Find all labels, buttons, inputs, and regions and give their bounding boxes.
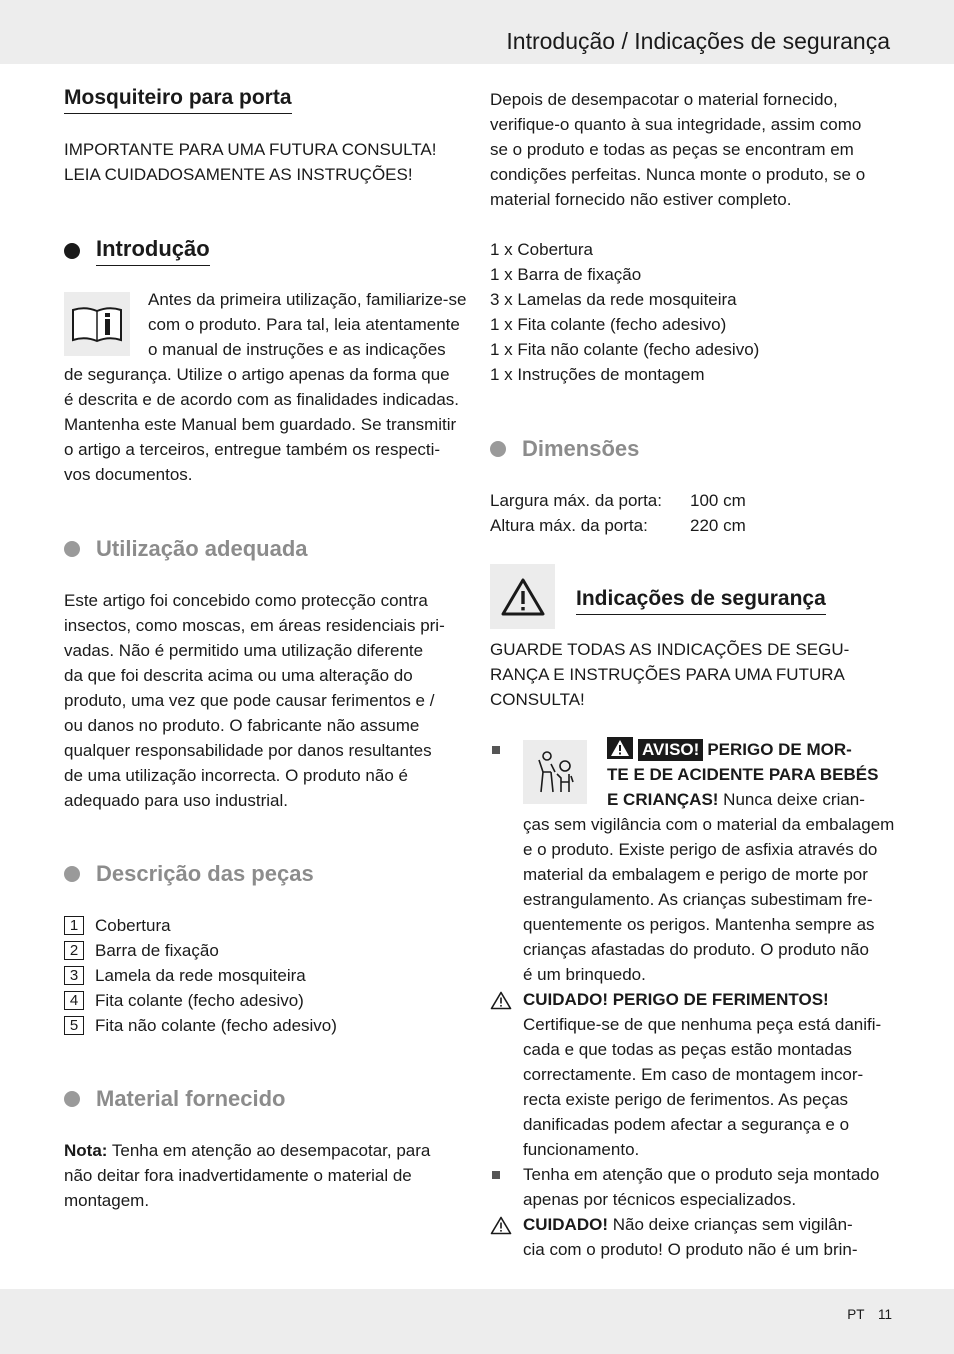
caution1-line: cada e que todas as peças estão montadas	[523, 1040, 852, 1059]
square-bullet-icon	[492, 1171, 500, 1179]
use-line: vadas. Não é permitido uma utilização diferente	[64, 641, 424, 660]
caution1-line: Certifique-se de que nenhuma peça está danifi-	[523, 1015, 882, 1034]
bullet-dot-icon	[64, 1091, 80, 1107]
part-label: Fita colante (fecho adesivo)	[95, 990, 304, 1010]
parts-list	[64, 913, 337, 1038]
section-heading-label: Descrição das peças	[96, 861, 314, 886]
aviso-header-text	[607, 737, 897, 812]
safety-heading: Indicações de segurança	[576, 587, 826, 615]
technician-line: apenas por técnicos especializados.	[523, 1190, 797, 1209]
warning-triangle-icon	[490, 564, 555, 629]
important-notice	[64, 137, 436, 187]
aviso-bold: PERIGO DE MOR-	[707, 740, 852, 759]
unpack-line: condições perfeitas. Nunca monte o produto, se o	[490, 165, 866, 184]
info-book-svg	[69, 304, 125, 344]
list-item: 3 x Lamelas da rede mosquiteira	[490, 290, 737, 309]
warning-triangle-svg	[500, 577, 546, 617]
aviso-body-text	[523, 812, 903, 987]
list-item: 1 x Fita colante (fecho adesivo)	[490, 315, 727, 334]
caution1-title: CUIDADO! PERIGO DE FERIMENTOS!	[523, 990, 829, 1009]
aviso-bold-line: TE E DE ACIDENTE PARA BEBÉS	[607, 765, 879, 784]
aviso-body-line: quentemente os perigos. Mantenha sempre as	[523, 915, 875, 934]
part-number-box: 5	[64, 1016, 84, 1035]
page-footer	[837, 1307, 892, 1322]
intro-line: o manual de instruções e as indicações	[148, 340, 446, 359]
aviso-body-line: é um brinquedo.	[523, 965, 646, 984]
dimension-value: 100 cm	[690, 491, 746, 510]
note-line	[64, 1138, 474, 1163]
footer-page-number: 11	[877, 1307, 892, 1322]
list-item	[64, 938, 337, 963]
use-text	[64, 588, 474, 813]
aviso-line	[607, 737, 897, 762]
note-line-rest: Tenha em atenção ao desempacotar, para	[107, 1141, 431, 1160]
section-heading-label: Material fornecido	[96, 1086, 286, 1111]
technician-line: Tenha em atenção que o produto seja montado	[523, 1165, 880, 1184]
page-header-title: Introdução / Indicações de segurança	[506, 28, 890, 54]
child-warning-icon	[523, 740, 587, 804]
use-line: da que foi descrita acima ou uma alteração do	[64, 666, 413, 685]
bullet-dot-icon	[64, 243, 80, 259]
aviso-rest: Nunca deixe crian-	[718, 790, 865, 809]
list-item: 1 x Barra de fixação	[490, 265, 642, 284]
intro-line: Antes da primeira utilização, familiarize-se	[148, 290, 467, 309]
list-item	[64, 913, 337, 938]
unpack-line: material fornecido não estiver completo.	[490, 190, 792, 209]
child-warning-svg	[533, 748, 577, 796]
unpack-line: se o produto e todas as peças se encontram em	[490, 140, 854, 159]
intro-line: de segurança. Utilize o artigo apenas da forma que	[64, 365, 450, 384]
use-line: adequado para uso industrial.	[64, 791, 288, 810]
use-line: de uma utilização incorrecta. O produto não é	[64, 766, 408, 785]
caution1-text	[523, 987, 903, 1162]
use-line: insectos, como moscas, em áreas residenciais pri-	[64, 616, 445, 635]
intro-text	[64, 362, 474, 487]
bullet-dot-icon	[490, 441, 506, 457]
part-number-box: 1	[64, 916, 84, 935]
use-line: ou danos no produto. O fabricante não assume	[64, 716, 420, 735]
warning-badge-svg	[607, 737, 633, 759]
dimension-label: Largura máx. da porta:	[490, 491, 662, 510]
caution1-line: funcionamento.	[523, 1140, 640, 1159]
aviso-body-line: crianças afastadas do produto. O produto não	[523, 940, 869, 959]
caution2-title: CUIDADO!	[523, 1215, 608, 1234]
section-heading-material	[64, 1086, 285, 1112]
part-number-box: 3	[64, 966, 84, 985]
note-label: Nota:	[64, 1141, 108, 1160]
note-text	[64, 1138, 474, 1213]
use-line: Este artigo foi concebido como protecção contra	[64, 591, 428, 610]
list-item: 1 x Instruções de montagem	[490, 365, 705, 384]
technician-text	[523, 1162, 903, 1212]
caution2-line: cia com o produto! O produto não é um brin-	[523, 1240, 858, 1259]
aviso-badge: AVISO!	[638, 739, 703, 761]
section-heading-label: Dimensões	[522, 436, 640, 461]
aviso-body-line: material da embalagem e perigo de morte por	[523, 865, 868, 884]
part-number-box: 2	[64, 941, 84, 960]
caution1-line: correctamente. Em caso de montagem incor-	[523, 1065, 864, 1084]
caution2-rest: Não deixe crianças sem vigilân-	[608, 1215, 853, 1234]
dimensions-table	[490, 488, 746, 538]
section-heading-introducao	[64, 236, 210, 266]
caution1-line: recta existe perigo de ferimentos. As peças	[523, 1090, 849, 1109]
caution2-line	[523, 1212, 903, 1237]
part-label: Barra de fixação	[95, 940, 219, 960]
unpack-text	[490, 87, 900, 212]
footer-language: PT	[847, 1307, 865, 1322]
footer-band	[0, 1289, 954, 1354]
section-heading-utilizacao	[64, 536, 308, 562]
safety-caps-line: GUARDE TODAS AS INDICAÇÕES DE SEGU-	[490, 640, 850, 659]
part-label: Lamela da rede mosquiteira	[95, 965, 306, 985]
part-number-box: 4	[64, 991, 84, 1010]
section-heading-label: Introdução	[96, 236, 210, 266]
aviso-line	[607, 787, 897, 812]
caution2-text	[523, 1212, 903, 1262]
intro-text-indented	[148, 287, 468, 362]
section-heading-label: Utilização adequada	[96, 536, 308, 561]
use-line: produto, uma vez que pode causar ferimentos e /	[64, 691, 435, 710]
safety-caps-text	[490, 637, 900, 712]
intro-line: Mantenha este Manual bem guardado. Se transmitir	[64, 415, 457, 434]
section-heading-dimensoes	[490, 436, 639, 462]
aviso-body-line: e o produto. Existe perigo de asfixia através do	[523, 840, 878, 859]
caution1-line: danificadas podem afectar a segurança e o	[523, 1115, 850, 1134]
part-label: Cobertura	[95, 915, 171, 935]
section-heading-descricao	[64, 861, 314, 887]
list-item	[64, 963, 337, 988]
unpack-line: verifique-o quanto à sua integridade, assim como	[490, 115, 862, 134]
table-row	[490, 488, 746, 513]
aviso-bold: E CRIANÇAS!	[607, 790, 719, 809]
use-line: qualquer responsabilidade por danos resultantes	[64, 741, 432, 760]
dimension-value: 220 cm	[690, 516, 746, 535]
dimension-label: Altura máx. da porta:	[490, 516, 648, 535]
list-item	[64, 1013, 337, 1038]
part-label: Fita não colante (fecho adesivo)	[95, 1015, 337, 1035]
table-row	[490, 513, 746, 538]
caution-triangle-icon	[490, 1216, 512, 1235]
square-bullet-icon	[492, 746, 500, 754]
intro-line: vos documentos.	[64, 465, 193, 484]
info-book-icon	[64, 292, 130, 356]
safety-caps-line: RANÇA E INSTRUÇÕES PARA UMA FUTURA	[490, 665, 845, 684]
note-line: montagem.	[64, 1191, 150, 1210]
intro-line: com o produto. Para tal, leia atentamente	[148, 315, 460, 334]
caution-triangle-icon	[490, 991, 512, 1010]
bullet-dot-icon	[64, 866, 80, 882]
important-line-2: LEIA CUIDADOSAMENTE AS INSTRUÇÕES!	[64, 165, 413, 184]
intro-line: o artigo a terceiros, entregue também os respecti-	[64, 440, 441, 459]
note-line: não deitar fora inadvertidamente o material de	[64, 1166, 412, 1185]
supplied-items-list	[490, 237, 759, 387]
important-line-1: IMPORTANTE PARA UMA FUTURA CONSULTA!	[64, 140, 437, 159]
main-title: Mosquiteiro para porta	[64, 86, 292, 114]
warning-badge-icon	[607, 737, 633, 759]
list-item: 1 x Cobertura	[490, 240, 593, 259]
list-item: 1 x Fita não colante (fecho adesivo)	[490, 340, 760, 359]
list-item	[64, 988, 337, 1013]
bullet-dot-icon	[64, 541, 80, 557]
aviso-body-line: estrangulamento. As crianças subestimam fre-	[523, 890, 873, 909]
intro-line: é descrita e de acordo com as finalidades indicadas.	[64, 390, 460, 409]
unpack-line: Depois de desempacotar o material fornecido,	[490, 90, 838, 109]
safety-caps-line: CONSULTA!	[490, 690, 585, 709]
aviso-body-line: ças sem vigilância com o material da embalagem	[523, 815, 895, 834]
